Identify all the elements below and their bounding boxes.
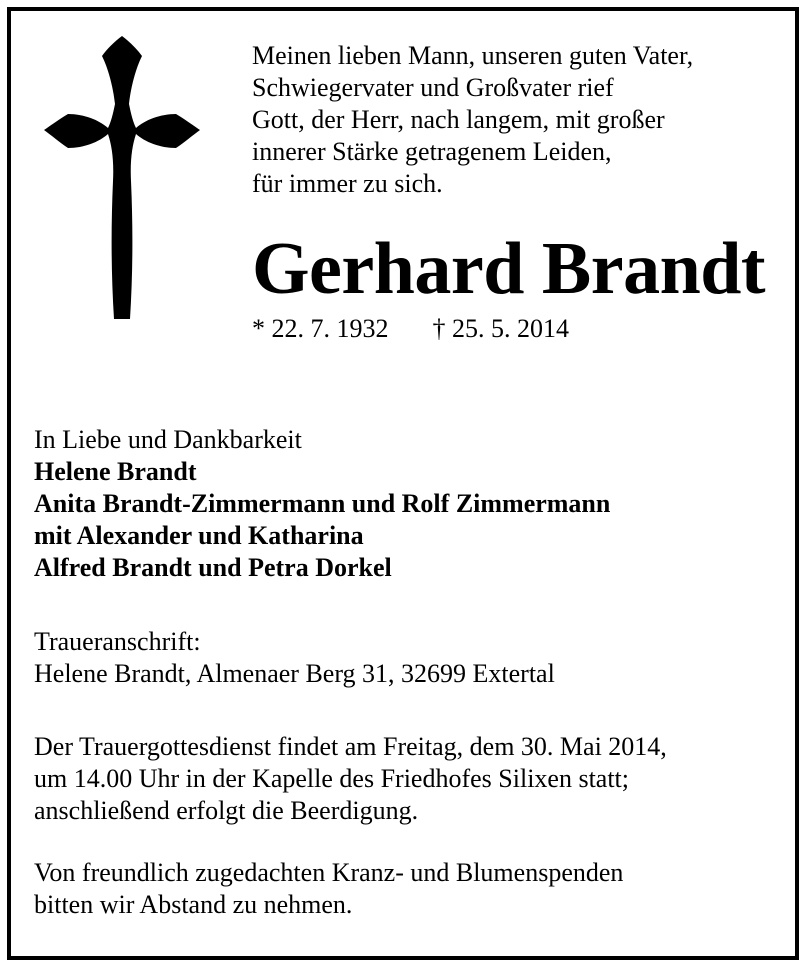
latin-cross-icon bbox=[44, 36, 200, 319]
intro-line: für immer zu sich. bbox=[252, 169, 443, 198]
intro-line: Meinen lieben Mann, unseren guten Vater, bbox=[252, 41, 694, 70]
birth-date: * 22. 7. 1932 bbox=[252, 314, 389, 343]
mourner-name: Helene Brandt bbox=[34, 457, 197, 486]
address-text: Helene Brandt, Almenaer Berg 31, 32699 Extertal bbox=[34, 659, 555, 688]
intro-line: innerer Stärke getragenem Leiden, bbox=[252, 137, 612, 166]
life-dates bbox=[252, 314, 569, 344]
deceased-name: Gerhard Brandt bbox=[252, 228, 766, 310]
intro-line: Gott, der Herr, nach langem, mit großer bbox=[252, 105, 665, 134]
service-line: Der Trauergottesdienst findet am Freitag, dem 30. Mai 2014, bbox=[34, 732, 667, 761]
mourner-name: mit Alexander und Katharina bbox=[34, 521, 364, 550]
mourner-name: Alfred Brandt und Petra Dorkel bbox=[34, 553, 392, 582]
address-label: Traueranschrift: bbox=[34, 627, 201, 656]
closing-note bbox=[34, 857, 623, 921]
death-date: † 25. 5. 2014 bbox=[432, 314, 569, 343]
service-line: um 14.00 Uhr in der Kapelle des Friedhofes Silixen statt; bbox=[34, 764, 630, 793]
service-line: anschließend erfolgt die Beerdigung. bbox=[34, 796, 419, 825]
mourner-name: Anita Brandt-Zimmermann und Rolf Zimmermann bbox=[34, 489, 611, 518]
mourners-section bbox=[34, 424, 610, 584]
mourning-address-section bbox=[34, 626, 555, 690]
service-info bbox=[34, 731, 667, 827]
closing-line: Von freundlich zugedachten Kranz- und Blumenspenden bbox=[34, 858, 624, 887]
intro-line: Schwiegervater und Großvater rief bbox=[252, 73, 614, 102]
intro-text bbox=[252, 40, 693, 200]
mourners-heading: In Liebe und Dankbarkeit bbox=[34, 425, 302, 454]
closing-line: bitten wir Abstand zu nehmen. bbox=[34, 890, 353, 919]
